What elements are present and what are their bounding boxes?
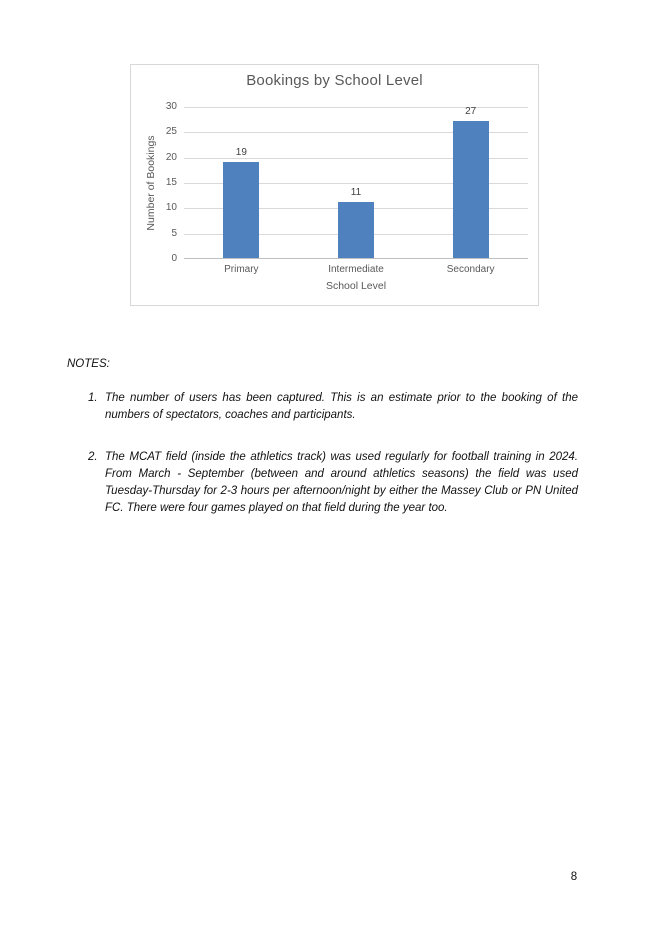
page-number: 8 xyxy=(570,871,578,883)
note-item-number: 2. xyxy=(88,451,98,463)
y-tick-label: 30 xyxy=(165,101,177,112)
y-tick-label: 15 xyxy=(165,177,177,188)
chart-title: Bookings by School Level xyxy=(246,72,423,89)
note-item-number: 1. xyxy=(88,392,98,404)
note-item-text: The number of users has been captured. This is an estimate prior to the booking of the numbers of spectators, coaches and participants. xyxy=(105,392,578,421)
y-tick-label: 0 xyxy=(171,253,177,264)
x-axis-title: School Level xyxy=(325,280,387,292)
y-tick-label: 25 xyxy=(165,126,177,138)
y-tick-label: 5 xyxy=(171,227,177,239)
note-item xyxy=(88,449,578,517)
plot-area xyxy=(184,107,528,259)
note-item xyxy=(88,390,578,424)
bookings-bar-chart xyxy=(130,64,539,306)
x-category-label: Primary xyxy=(224,264,259,275)
bar-intermediate xyxy=(338,202,374,258)
bar-data-label: 11 xyxy=(350,187,362,199)
y-tick-label: 20 xyxy=(165,151,177,163)
y-axis-title: Number of Bookings xyxy=(145,135,157,231)
bar-data-label: 27 xyxy=(465,106,477,118)
y-tick-label: 10 xyxy=(165,202,177,214)
bar-data-label: 19 xyxy=(235,146,247,158)
x-category-label: Intermediate xyxy=(328,264,384,275)
x-category-label: Secondary xyxy=(446,264,495,275)
y-axis-ticks xyxy=(131,101,177,264)
bar-secondary xyxy=(453,121,489,258)
bar-primary xyxy=(223,162,259,258)
note-item-text: The MCAT field (inside the athletics track) was used regularly for football training in 2024. From March - September (between and around athletics seasons) the field was used Tuesday-Thursday for 2-3 hours per afternoon/night by either the Massey Club or PN United FC. There were four games played on that field during the year too. xyxy=(105,451,578,514)
notes-heading: NOTES: xyxy=(67,358,110,370)
x-axis-labels xyxy=(184,264,528,278)
